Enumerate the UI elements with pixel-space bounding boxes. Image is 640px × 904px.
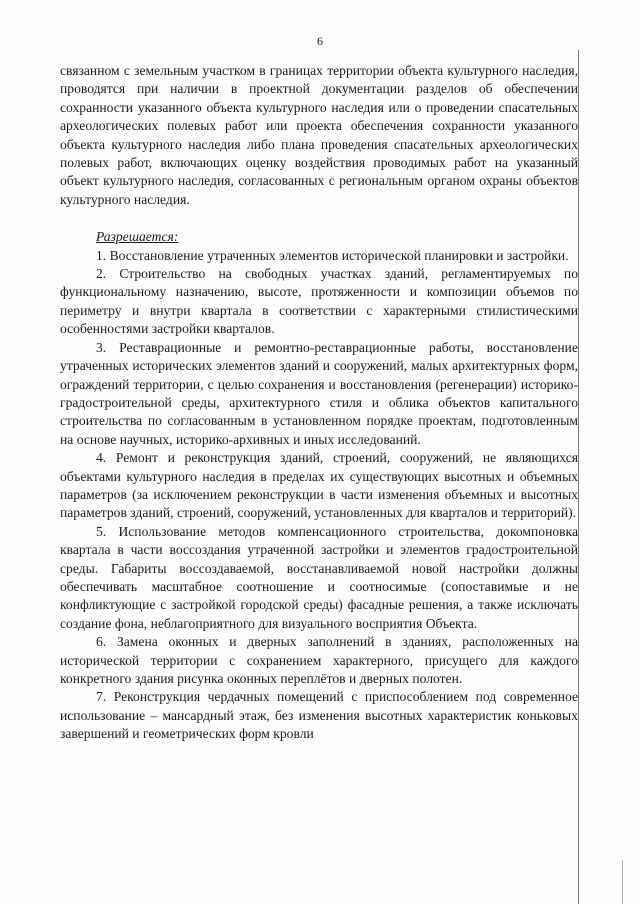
list-item-5: 5. Использование методов компенсационного строительства, докомпоновка квартала в части воссоздания утраченной застройки и элементов градостроительной среды. Габариты воссоздаваемой, восстанавливаемой новой настройки должны обеспечивать масштабное соотношение и соотносимые (сопоставимые и не конфликтующие с застройкой городской среды) фасадные решения, а также исключать создание фона, неблагоприятного для визуального восприятия Объекта. <box>60 523 578 631</box>
list-item-4: 4. Ремонт и реконструкция зданий, строений, сооружений, не являющихся объектами культурного наследия в пределах их существующих высотных и объемных параметров (за исключением реконструкции в части изменения объемных и высотных параметров зданий, строений, сооружений, установленных для кварталов и территорий). <box>60 450 578 521</box>
list-item-1: 1. Восстановление утраченных элементов исторической планировки и застройки. <box>96 247 569 263</box>
list-item-3: 3. Реставрационные и ремонтно-реставрационные работы, восстановление утраченных исторических элементов зданий и сооружений, малых архитектурных форм, ограждений территории, с целью сохранения и восстановления (регенерации) историко-градостроительной среды, архитектурного стиля и облика объектов капитального строительства по согласованным в установленном порядке проектам, подготовленным на основе научных, историко-архивных и иных исследований. <box>60 339 578 447</box>
list-item-2: 2. Строительство на свободных участках зданий, регламентируемых по функциональному назначению, высоте, протяженности и композиции объемов по периметру и внутри квартала в соответствии с характерными стилистическими особенностями застройки кварталов. <box>60 266 578 337</box>
page-number: 6 <box>317 34 323 48</box>
list-item-6: 6. Замена оконных и дверных заполнений в зданиях, расположенных на исторической территории с сохранением характерного, присущего для каждого конкретного здания рисунка оконных переплётов и дверных полотен. <box>60 634 578 686</box>
list-item-7: 7. Реконструкция чердачных помещений с приспособлением под современное использование – мансардный этаж, без изменения высотных характеристик коньковых завершений и геометрических форм кровли <box>60 689 578 742</box>
section-heading: Разрешается: <box>96 229 179 245</box>
scan-edge-line <box>622 860 623 904</box>
intro-paragraph: связанном с земельным участком в границах территории объекта культурного наследия, проводятся при наличии в проектной документации разделов об обеспечении сохранности указанного объекта культурного наследия или о проведении спасательных археологических полевых работ или проекта обеспечения сохранности указанного объекта культурного наследия либо плана проведения спасательных археологических полевых работ, включающих оценку воздействия проводимых работ на указанный объект культурного наследия, согласованных с региональным органом охраны объектов культурного наследия. <box>60 63 578 207</box>
scan-margin-line <box>578 50 579 904</box>
document-body <box>60 62 578 744</box>
